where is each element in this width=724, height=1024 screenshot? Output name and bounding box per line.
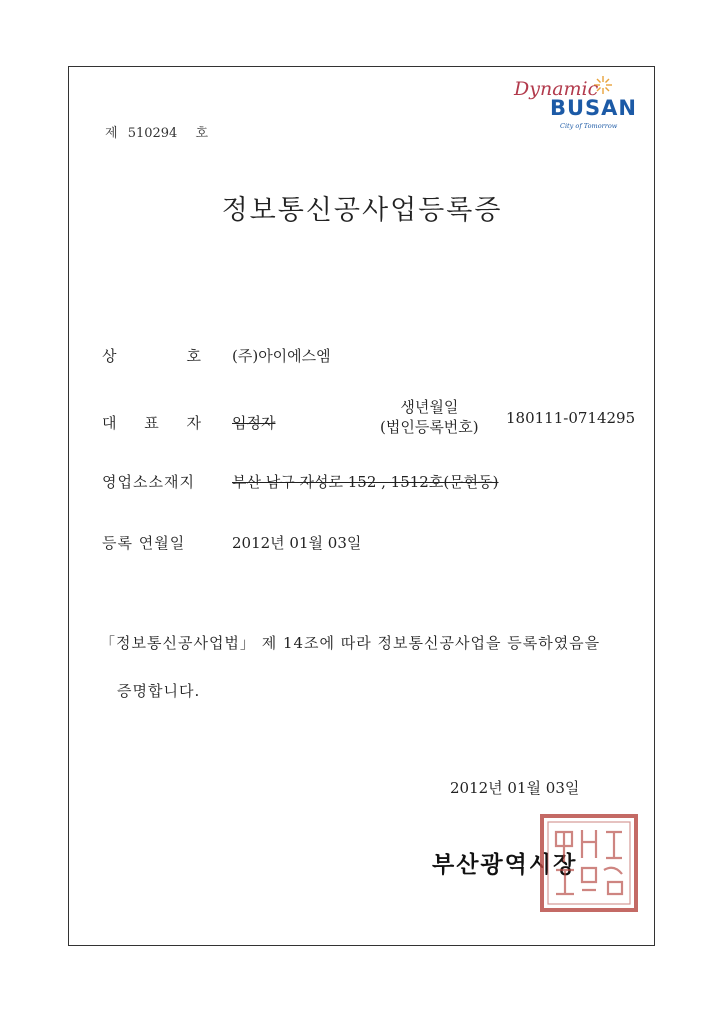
reg-date-label: 등록 연월일 (102, 534, 186, 552)
registration-suffix: 호 (195, 126, 209, 141)
certificate-title: 정보통신공사업등록증 (221, 195, 503, 226)
company-label: 상 호 (102, 347, 202, 365)
logo-dynamic-text: Dynamic (514, 78, 599, 100)
birth-label: 생년월일 (법인등록번호) (380, 398, 479, 436)
registration-number (105, 122, 214, 141)
reg-date-value: 2012년 01월 03일 (232, 534, 362, 552)
logo-tagline: City of Tomorrow (560, 122, 618, 130)
address-value: 부산 남구 자성로 152 , 1512호(문현동) (232, 473, 499, 491)
dynamic-busan-logo (512, 74, 638, 140)
issue-date: 2012년 01월 03일 (450, 779, 580, 797)
representative-value: 임정자 (232, 414, 276, 432)
logo-busan-text: BUSAN (550, 96, 638, 120)
address-label: 영업소소재지 (102, 473, 195, 491)
registration-number-value: 510294 (127, 126, 178, 141)
official-seal-icon (538, 812, 640, 914)
issuer-name: 부산광역시장 (432, 851, 578, 878)
certification-text-line2: 증명합니다. (117, 682, 201, 700)
certification-text-line1: 「정보통신공사업법」 제 14조에 따라 정보통신공사업을 등록하였음을 (100, 634, 601, 652)
birth-value: 180111-0714295 (506, 409, 636, 427)
company-value: (주)아이에스엠 (232, 347, 331, 365)
representative-label: 대 표 자 (102, 414, 202, 432)
registration-prefix: 제 (105, 126, 118, 141)
